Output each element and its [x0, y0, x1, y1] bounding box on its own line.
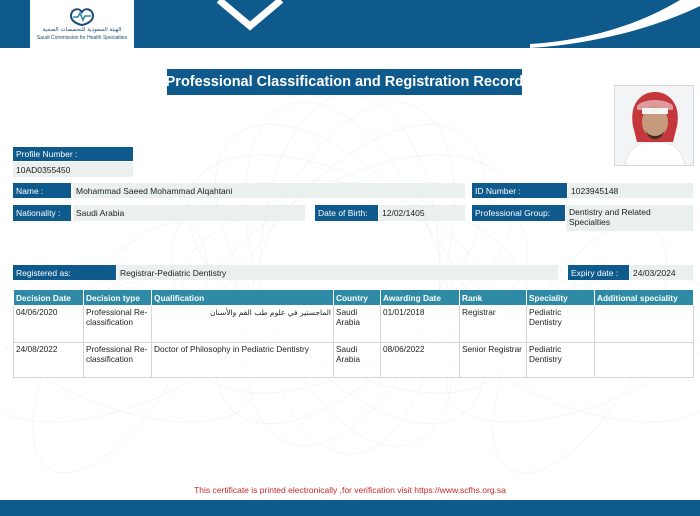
dob-value: 12/02/1405 [379, 205, 465, 221]
speciality-cell: Pediatric Dentistry [527, 343, 595, 378]
footer-band [0, 500, 700, 516]
professional-group-label: Professional Group: [472, 205, 565, 221]
awarding-date-cell: 08/06/2022 [381, 343, 460, 378]
column-header-decision-type: Decision type [84, 290, 152, 306]
qualification-cell: Doctor of Philosophy in Pediatric Dentistry [152, 343, 334, 378]
profile-photo [614, 85, 694, 166]
chevron-decoration [215, 0, 285, 32]
registered-as-value: Registrar-Pediatric Dentistry [117, 265, 558, 280]
rank-cell: Senior Registrar [460, 343, 527, 378]
logo [30, 0, 134, 48]
expiry-date-value: 24/03/2024 [630, 265, 693, 280]
nationality-value: Saudi Arabia [73, 205, 305, 221]
column-header-country: Country [334, 290, 381, 306]
id-number-label: ID Number : [472, 183, 567, 198]
table-row [14, 306, 694, 343]
column-header-speciality: Speciality [527, 290, 595, 306]
name-value: Mohammad Saeed Mohammad Alqahtani [73, 183, 465, 198]
additional-speciality-cell [595, 306, 694, 343]
expiry-date-label: Expiry date : [568, 265, 629, 280]
classification-records-table [13, 289, 694, 378]
qualification-cell: الماجستير في علوم طب الفم والأسنان [152, 306, 334, 343]
id-number-value: 1023945148 [568, 183, 693, 198]
scfhs-logo-icon [65, 5, 99, 27]
table-row [14, 343, 694, 378]
logo-arabic-text: الهيئة السعودية للتخصصات الصحية [42, 27, 122, 33]
column-header-decision-date: Decision Date [14, 290, 84, 306]
awarding-date-cell: 01/01/2018 [381, 306, 460, 343]
decision-date-cell: 24/08/2022 [14, 343, 84, 378]
verification-note: This certificate is printed electronically ,for verification visit https://www.scfhs.org.sa [194, 485, 506, 495]
registered-as-label: Registered as: [13, 265, 116, 280]
country-cell: Saudi Arabia [334, 343, 381, 378]
nationality-label: Nationality : [13, 205, 71, 221]
column-header-rank: Rank [460, 290, 527, 306]
column-header-awarding-date: Awarding Date [381, 290, 460, 306]
profile-number-value: 10AD0355450 [13, 162, 133, 177]
profile-number-label: Profile Number : [13, 147, 133, 161]
name-label: Name : [13, 183, 71, 198]
column-header-additional-speciality: Additional speciality [595, 290, 694, 306]
page-title: Professional Classification and Registration Record [167, 69, 522, 95]
rank-cell: Registrar [460, 306, 527, 343]
country-cell: Saudi Arabia [334, 306, 381, 343]
curve-decoration [530, 0, 700, 48]
dob-label: Date of Birth: [315, 205, 378, 221]
speciality-cell: Pediatric Dentistry [527, 306, 595, 343]
table-header-row [14, 290, 694, 306]
additional-speciality-cell [595, 343, 694, 378]
professional-group-value: Dentistry and Related Specialties [566, 205, 693, 231]
decision-type-cell: Professional Re-classification [84, 343, 152, 378]
decision-date-cell: 04/06/2020 [14, 306, 84, 343]
person-silhouette-icon [615, 86, 694, 166]
decision-type-cell: Professional Re-classification [84, 306, 152, 343]
column-header-qualification: Qualification [152, 290, 334, 306]
logo-english-text: Saudi Commission for Health Specialties [36, 34, 128, 41]
